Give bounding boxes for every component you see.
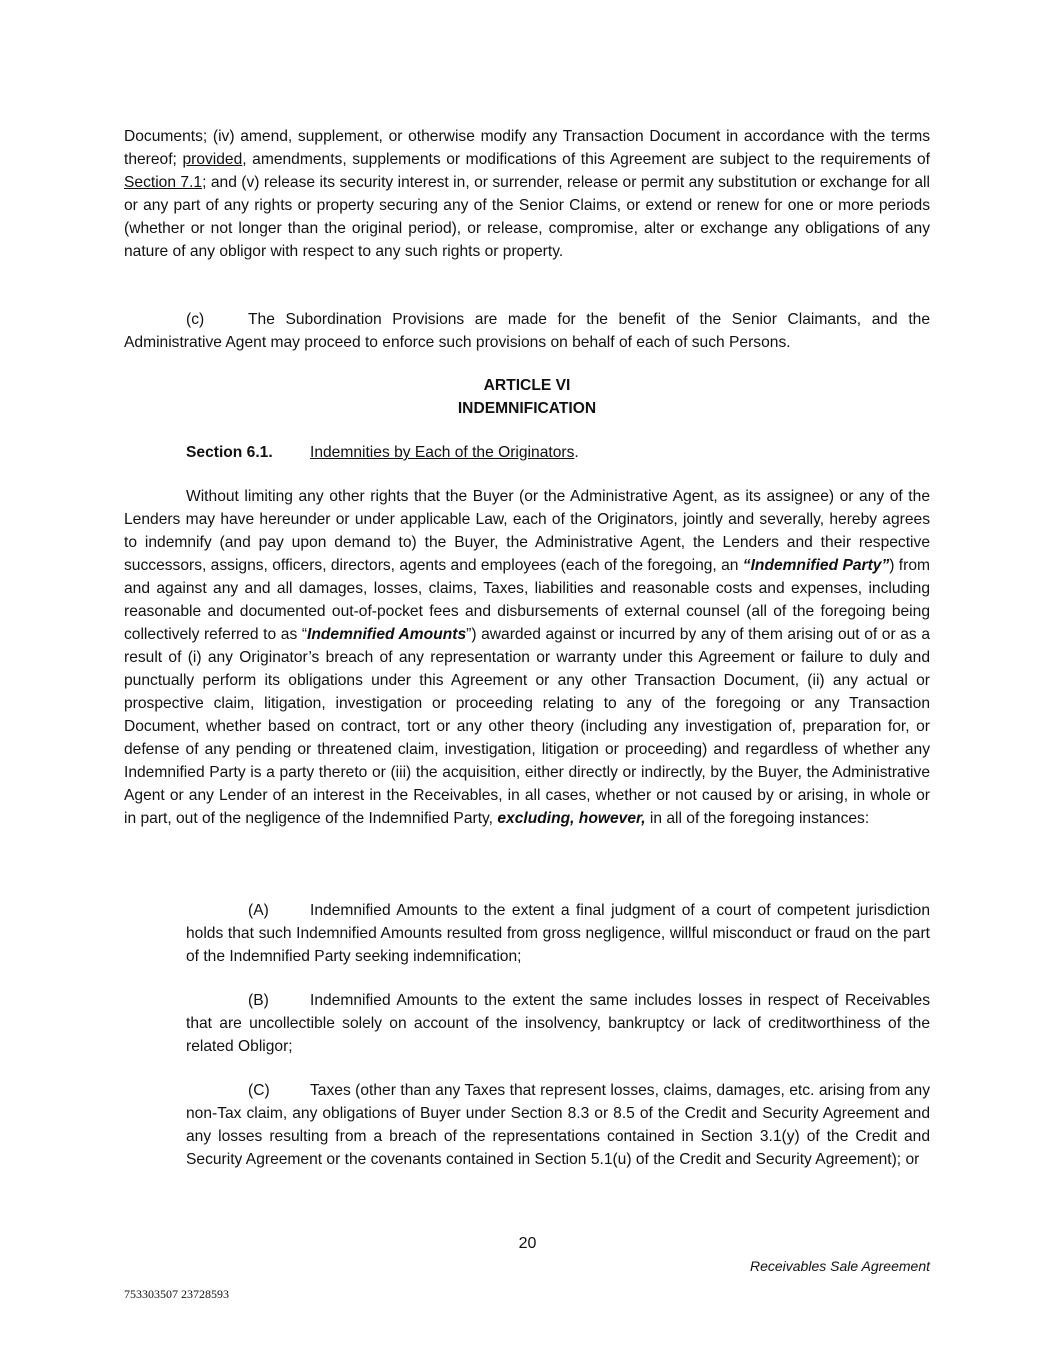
emphasis-term: excluding, however, bbox=[497, 810, 646, 827]
indemnification-paragraph: Without limiting any other rights that the Buyer (or the Administrative Agent, as its assignee) or any of the Lenders may have hereunder or under applicable Law, each of the Originators, jointly and severally, hereby agrees to indemnify (and pay upon demand to) the Buyer, the Administrative Agent, the Lenders and their respective successors, assigns, officers, directors, agents and employees (each of the foregoing, an “Indemnified Party”) from and against any and all damages, losses, claims, Taxes, liabilities and reasonable costs and expenses, including reasonable and documented out-of-pocket fees and disbursements of external counsel (all of the foregoing being collectively referred to as “Indemnified Amounts”) awarded against or incurred by any of them arising out of or as a result of (i) any Originator’s breach of any representation or warranty under this Agreement or failure to duly and punctually perform its obligations under this Agreement or any other Transaction Document, (ii) any actual or prospective claim, litigation, investigation or proceeding relating to any of the foregoing or any Transaction Document, whether based on contract, tort or any other theory (including any investigation of, preparation for, or defense of any pending or threatened claim, investigation, litigation or proceeding) and regardless of whether any Indemnified Party is a party thereto or (iii) the acquisition, either directly or indirectly, by the Buyer, the Administrative Agent or any Lender of an interest in the Receivables, in all cases, whether or not caused by or arising, in whole or in part, out of the negligence of the Indemnified Party, excluding, however, in all of the foregoing instances: bbox=[124, 488, 930, 827]
paragraph-continuation: Documents; (iv) amend, supplement, or otherwise modify any Transaction Document in accordance with the terms thereof; provided, amendments, supplements or modifications of this Agreement are subject to the requirements of Section 7.1; and (v) release its security interest in, or surrender, release or permit any substitution or exchange for all or any part of any rights or property securing any of the Senior Claims, or extend or renew for one or more periods (whether or not longer than the original period), or release, compromise, alter or exchange any obligations of any nature of any obligor with respect to any such rights or property. bbox=[124, 128, 930, 260]
item-label: (B) bbox=[248, 992, 269, 1009]
provided-term: provided bbox=[182, 151, 243, 168]
footer-document-title: Receivables Sale Agreement bbox=[749, 1258, 930, 1274]
list-item-a: (A) Indemnified Amounts to the extent a final judgment of a court of competent jurisdiction holds that such Indemnified Amounts resulted from gross negligence, willful misconduct or fraud on the part of the Indemnified Party seeking indemnification; bbox=[186, 899, 930, 968]
section-title: Indemnities by Each of the Originators bbox=[310, 444, 575, 461]
list-item-c: (C) Taxes (other than any Taxes that represent losses, claims, damages, etc. arising from any non-Tax claim, any obligations of Buyer under Section 8.3 or 8.5 of the Credit and Security Agreement and any losses resulting from a breach of the representations contained in Section 3.1(y) of the Credit and Security Agreement or the covenants contained in Section 5.1(u) of the Credit and Security Agreement); or bbox=[186, 1079, 930, 1171]
defined-term: “Indemnified Party” bbox=[742, 557, 890, 574]
section-heading: Section 6.1. Indemnities by Each of the Originators. bbox=[186, 441, 579, 464]
article-number: ARTICLE VI bbox=[483, 377, 571, 394]
document-id: 753303507 23728593 bbox=[124, 1287, 229, 1301]
list-item-b: (B) Indemnified Amounts to the extent the same includes losses in respect of Receivables that are uncollectible solely on account of the insolvency, bankruptcy or lack of creditworthiness of the related Obligor; bbox=[186, 989, 930, 1058]
paragraph-label: (c) bbox=[186, 311, 205, 328]
defined-term: Indemnified Amounts bbox=[307, 626, 467, 643]
article-title: INDEMNIFICATION bbox=[457, 400, 597, 417]
section-number: Section 6.1. bbox=[186, 444, 273, 461]
paragraph-c: (c) The Subordination Provisions are made for the benefit of the Senior Claimants, and the Administrative Agent may proceed to enforce such provisions on behalf of each of such Persons. bbox=[124, 308, 930, 354]
page-number: 20 bbox=[518, 1235, 537, 1252]
section-reference: Section 7.1 bbox=[124, 174, 203, 191]
item-label: (A) bbox=[248, 902, 269, 919]
item-label: (C) bbox=[248, 1082, 270, 1099]
